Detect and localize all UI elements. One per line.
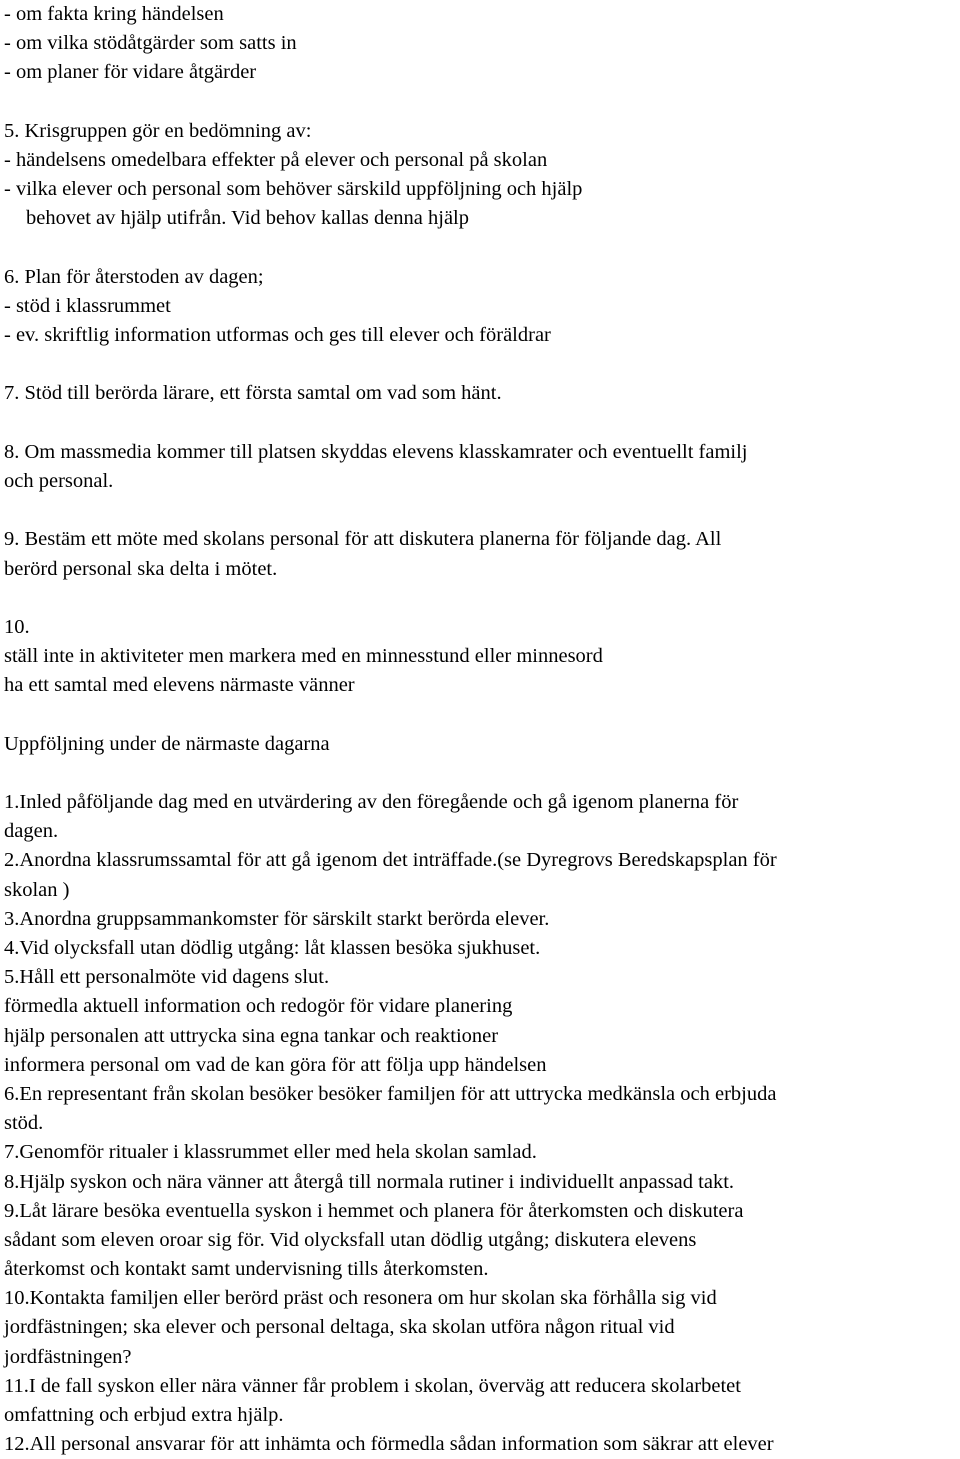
step-8-continuation: och personal.	[4, 470, 114, 492]
list-item: 3.Anordna gruppsammankomster för särskilt starkt berörda elever.	[4, 907, 550, 930]
list-item: jordfästningen?	[4, 1345, 132, 1368]
step-6-heading: 6. Plan för återstoden av dagen;	[4, 265, 264, 288]
list-item: - vilka elever och personal som behöver särskild uppföljning och hjälp	[4, 178, 583, 201]
step-5-heading: 5. Krisgruppen gör en bedömning av:	[4, 119, 312, 142]
spacer	[4, 759, 958, 788]
list-item: stöd.	[4, 1112, 44, 1135]
spacer	[4, 584, 958, 613]
list-item: omfattning och erbjud extra hjälp.	[4, 1404, 284, 1426]
list-item: sådant som eleven oroar sig för. Vid olycksfall utan dödlig utgång; diskutera elevens	[4, 1228, 697, 1251]
list-item: 8.Hjälp syskon och nära vänner att återgå till normala rutiner i individuellt anpassad takt.	[4, 1170, 735, 1193]
spacer	[4, 234, 958, 263]
list-item: 11.I de fall syskon eller nära vänner får problem i skolan, överväg att reducera skolarbetet	[4, 1374, 741, 1397]
list-item: ha ett samtal med elevens närmaste vänner	[4, 674, 355, 697]
list-item: skolan )	[4, 878, 70, 901]
section-heading: Uppföljning under de närmaste dagarna	[4, 732, 330, 755]
list-item: 10.Kontakta familjen eller berörd präst och resonera om hur skolan ska förhålla sig vid	[4, 1287, 717, 1310]
document-page	[4, 0, 958, 1459]
list-item: - ev. skriftlig information utformas och ges till elever och föräldrar	[4, 324, 551, 347]
list-item: 1.Inled påföljande dag med en utvärdering av den föregående och gå igenom planerna för	[4, 791, 739, 814]
list-item: - händelsens omedelbara effekter på elever och personal på skolan	[4, 148, 548, 171]
list-item: 4.Vid olycksfall utan dödlig utgång: låt klassen besöka sjukhuset.	[4, 937, 541, 959]
step-10-heading: 10.	[4, 615, 30, 638]
list-item: - stöd i klassrummet	[4, 294, 171, 317]
list-item: 12.All personal ansvarar för att inhämta och förmedla sådan information som säkrar att elever	[4, 1433, 774, 1456]
spacer	[4, 496, 958, 525]
spacer	[4, 88, 958, 117]
list-item: återkomst och kontakt samt undervisning tills återkomsten.	[4, 1258, 489, 1281]
step-9: 9. Bestäm ett möte med skolans personal för att diskutera planerna för följande dag. All	[4, 528, 722, 551]
list-item: dagen.	[4, 820, 59, 843]
list-item: jordfästningen; ska elever och personal deltaga, ska skolan utföra någon ritual vid	[4, 1316, 675, 1339]
list-item-continuation: behovet av hjälp utifrån. Vid behov kallas denna hjälp	[26, 207, 470, 230]
list-item: förmedla aktuell information och redogör för vidare planering	[4, 995, 513, 1018]
list-item: 7.Genomför ritualer i klassrummet eller med hela skolan samlad.	[4, 1141, 537, 1164]
spacer	[4, 701, 958, 730]
list-item: - om planer för vidare åtgärder	[4, 61, 257, 84]
list-item: - om vilka stödåtgärder som satts in	[4, 32, 297, 55]
spacer	[4, 409, 958, 438]
list-item: 6.En representant från skolan besöker besöker familjen för att uttrycka medkänsla och erbjuda	[4, 1082, 777, 1105]
list-item: 5.Håll ett personalmöte vid dagens slut.	[4, 966, 330, 989]
step-7: 7. Stöd till berörda lärare, ett första samtal om vad som hänt.	[4, 382, 502, 405]
list-item: - om fakta kring händelsen	[4, 3, 224, 25]
list-item: hjälp personalen att uttrycka sina egna tankar och reaktioner	[4, 1024, 499, 1047]
list-item: 2.Anordna klassrumssamtal för att gå igenom det inträffade.(se Dyregrovs Beredskapsplan för	[4, 849, 777, 872]
step-9-continuation: berörd personal ska delta i mötet.	[4, 557, 278, 580]
list-item: ställ inte in aktiviteter men markera med en minnesstund eller minnesord	[4, 645, 603, 668]
list-item: 9.Låt lärare besöka eventuella syskon i hemmet och planera för återkomsten och diskutera	[4, 1199, 744, 1222]
step-8: 8. Om massmedia kommer till platsen skyddas elevens klasskamrater och eventuellt familj	[4, 440, 748, 463]
list-item: informera personal om vad de kan göra för att följa upp händelsen	[4, 1053, 547, 1076]
spacer	[4, 350, 958, 379]
